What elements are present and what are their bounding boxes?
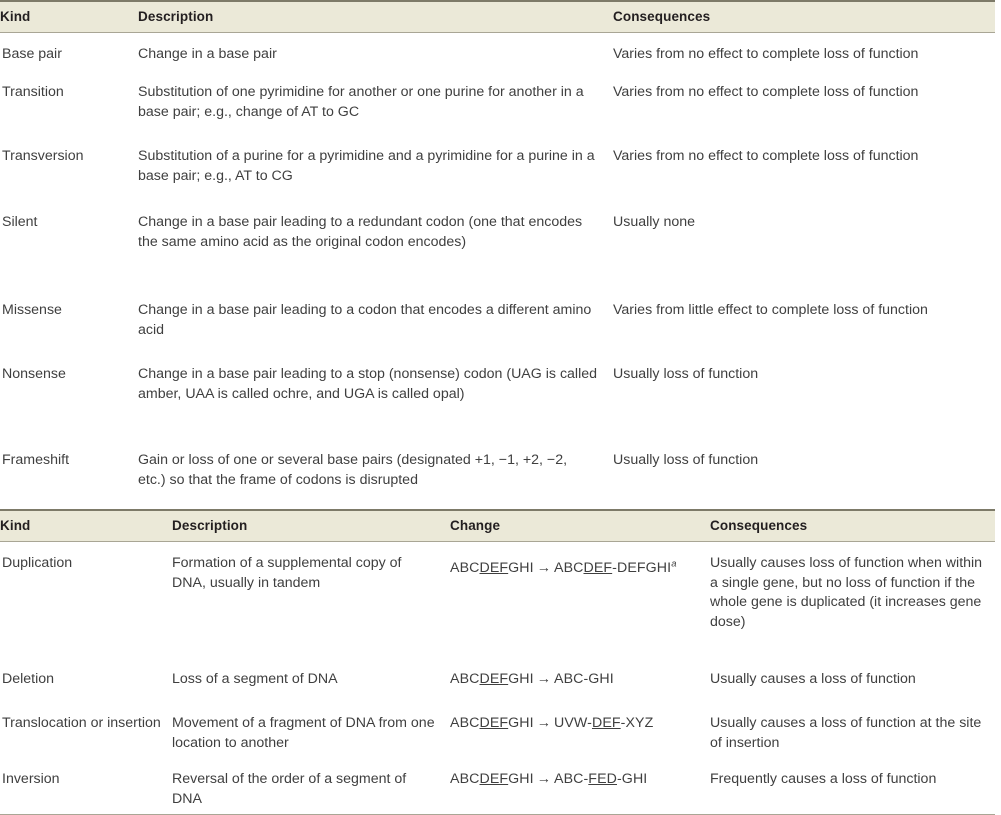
cell-consequences: Varies from no effect to complete loss of function bbox=[613, 148, 919, 164]
table-row bbox=[0, 135, 995, 201]
cell-consequences: Frequently causes a loss of function bbox=[710, 771, 937, 787]
seq-before-underlined: DEF bbox=[479, 771, 509, 787]
cell-consequences: Usually causes a loss of function at the site of insertion bbox=[710, 715, 982, 751]
seq-before-suffix: GHI bbox=[508, 715, 534, 731]
cell-description: Change in a base pair leading to a codon that encodes a different amino acid bbox=[138, 302, 592, 338]
table-row bbox=[0, 702, 995, 758]
seq-before-prefix: ABC bbox=[450, 771, 480, 787]
table-row bbox=[0, 289, 995, 353]
seq-after-suffix: -DEFGHI bbox=[612, 559, 672, 576]
seq-after-underlined: DEF bbox=[591, 715, 621, 731]
cell-kind: Silent bbox=[2, 214, 38, 230]
table-row bbox=[0, 201, 995, 289]
cell-consequences: Varies from little effect to complete loss of function bbox=[613, 302, 928, 318]
arrow-icon: → bbox=[536, 771, 551, 787]
seq-before-underlined: DEF bbox=[479, 559, 509, 576]
seq-before-prefix: ABC bbox=[450, 715, 480, 731]
seq-after-prefix: ABC- bbox=[554, 771, 589, 787]
cell-description: Change in a base pair bbox=[138, 46, 277, 62]
footnote-marker: a bbox=[671, 558, 677, 569]
column-header-consequences: Consequences bbox=[710, 518, 808, 533]
cell-consequences: Usually loss of function bbox=[613, 452, 759, 468]
cell-kind: Frameshift bbox=[2, 452, 70, 468]
seq-before-prefix: ABC bbox=[450, 671, 480, 687]
seq-before-underlined: DEF bbox=[479, 671, 509, 687]
cell-kind: Missense bbox=[2, 302, 62, 318]
seq-before-suffix: GHI bbox=[508, 559, 534, 576]
seq-before-suffix: GHI bbox=[508, 671, 534, 687]
cell-consequences: Usually causes loss of function when within a single gene, but no loss of function if the whole gene is duplicated (it increases gene dose) bbox=[710, 555, 983, 630]
seq-after-prefix: ABC-GHI bbox=[554, 671, 614, 687]
cell-description: Movement of a fragment of DNA from one location to another bbox=[172, 715, 435, 751]
table-row bbox=[0, 353, 995, 439]
sequence-notation bbox=[450, 671, 614, 687]
cell-consequences: Varies from no effect to complete loss of function bbox=[613, 84, 919, 100]
sequence-notation bbox=[450, 560, 677, 576]
column-header-description: Description bbox=[138, 9, 214, 24]
cell-description: Change in a base pair leading to a stop (nonsense) codon (UAG is called amber, UAA is called ochre, and UGA is called opal) bbox=[138, 366, 598, 402]
cell-description: Substitution of a purine for a pyrimidine and a pyrimidine for a purine in a base pair; e.g., AT to CG bbox=[138, 148, 595, 184]
column-header-description: Description bbox=[172, 518, 248, 533]
cell-kind: Transition bbox=[2, 84, 64, 100]
cell-description: Reversal of the order of a segment of DNA bbox=[172, 771, 407, 807]
cell-kind: Nonsense bbox=[2, 366, 66, 382]
table-row bbox=[0, 439, 995, 497]
column-header-change: Change bbox=[450, 518, 501, 533]
arrow-icon: → bbox=[536, 715, 551, 731]
cell-kind: Translocation or insertion bbox=[2, 715, 161, 731]
table-row bbox=[0, 71, 995, 135]
seq-after-prefix: UVW- bbox=[554, 715, 592, 731]
sequence-notation bbox=[450, 771, 647, 787]
seq-after-underlined: DEF bbox=[583, 559, 613, 576]
cell-description: Loss of a segment of DNA bbox=[172, 671, 338, 687]
sequence-notation bbox=[450, 715, 653, 731]
cell-consequences: Usually none bbox=[613, 214, 696, 230]
seq-before-prefix: ABC bbox=[450, 559, 480, 576]
cell-consequences: Usually causes a loss of function bbox=[710, 671, 916, 687]
table-row bbox=[0, 33, 995, 72]
table-header-row bbox=[0, 510, 995, 542]
seq-after-suffix: -GHI bbox=[616, 771, 648, 787]
cell-consequences: Usually loss of function bbox=[613, 366, 759, 382]
cell-change bbox=[450, 658, 710, 702]
table-separator-gap bbox=[0, 497, 1001, 509]
cell-kind: Duplication bbox=[2, 555, 73, 571]
cell-kind: Base pair bbox=[2, 46, 62, 62]
cell-description: Gain or loss of one or several base pairs (designated +1, −1, +2, −2, etc.) so that the frame of codons is disrupted bbox=[138, 452, 568, 488]
arrow-icon: → bbox=[536, 559, 551, 576]
table-row bbox=[0, 658, 995, 702]
chromosome-mutations-table bbox=[0, 509, 995, 814]
cell-kind: Transversion bbox=[2, 148, 84, 164]
seq-before-underlined: DEF bbox=[479, 715, 509, 731]
cell-kind: Deletion bbox=[2, 671, 55, 687]
column-header-consequences: Consequences bbox=[613, 9, 711, 24]
seq-before-suffix: GHI bbox=[508, 771, 534, 787]
cell-change bbox=[450, 702, 710, 758]
cell-description: Change in a base pair leading to a redundant codon (one that encodes the same amino acid as the original codon encodes) bbox=[138, 214, 583, 250]
seq-after-suffix: -XYZ bbox=[620, 715, 654, 731]
seq-after-underlined: FED bbox=[588, 771, 617, 787]
seq-after-prefix: ABC bbox=[554, 559, 584, 576]
column-header-kind: Kind bbox=[0, 9, 31, 24]
table-header-row bbox=[0, 1, 995, 33]
cell-kind: Inversion bbox=[2, 771, 60, 787]
table-row bbox=[0, 542, 995, 659]
cell-change bbox=[450, 758, 710, 814]
cell-consequences: Varies from no effect to complete loss of function bbox=[613, 46, 919, 62]
arrow-icon: → bbox=[536, 671, 551, 687]
cell-description: Formation of a supplemental copy of DNA, usually in tandem bbox=[172, 555, 402, 591]
table-row bbox=[0, 758, 995, 814]
column-header-kind: Kind bbox=[0, 518, 31, 533]
cell-description: Substitution of one pyrimidine for another or one purine for another in a base pair; e.g., change of AT to GC bbox=[138, 84, 584, 120]
cell-change bbox=[450, 542, 710, 659]
